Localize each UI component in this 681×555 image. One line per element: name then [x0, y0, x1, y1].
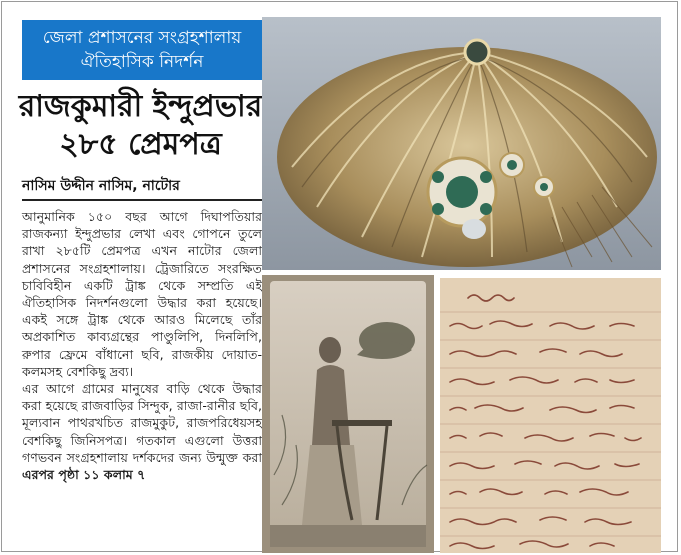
jump-line[interactable]: এরপর পৃষ্ঠা ১১ কলাম ৭	[22, 467, 146, 483]
byline-rule	[22, 199, 262, 201]
kicker-line-2: ঐতিহাসিক নিদর্শন	[80, 52, 204, 72]
headline-line-1: রাজকুমারী ইন্দুপ্রভার	[18, 89, 263, 124]
portrait-photo	[262, 275, 434, 553]
letter-photo	[440, 278, 661, 553]
crown-photo	[262, 17, 661, 270]
article-body	[22, 208, 262, 483]
section-kicker	[22, 20, 262, 80]
byline: নাসিম উদ্দীন নাসিম, নাটোর	[22, 178, 180, 194]
article-paragraph-1: আনুমানিক ১৫০ বছর আগে দিঘাপতিয়ার রাজকন্যা ইন্দুপ্রভার লেখা এবং গোপনে তুলে রাখা ২৮৫টি প্রেমপত্র এখন নাটোর জেলা প্রশাসনের সংগ্রহশালায়। ট্রেজারিতে সংরক্ষিত চাবিবিহীন একটি ট্রাঙ্ক থেকে সম্প্রতি এই ঐতিহাসিক নিদর্শনগুলো উদ্ধার করা হয়েছে। একই সঙ্গে ট্রাঙ্ক থেকে আরও মিলেছে তাঁর অপ্রকাশিত কাব্যগ্রন্থের পাণ্ডুলিপি, দিনলিপি, রুপার ফ্রেমে বাঁধানো ছবি, রাজকীয় দোয়াত-কলমসহ বেশকিছু দ্রব্য।	[22, 209, 262, 379]
headline	[18, 88, 263, 164]
article-paragraph-2-text: এর আগে গ্রামের মানুষের বাড়ি থেকে উদ্ধার করা হয়েছে রাজবাড়ির সিন্দুক, রাজা-রানীর ছবি, মূল্যবান পাথরখচিত রাজমুকুট, রাজপরিধেয়সহ বেশকিছু জিনিসপত্র। গতকাল এগুলো উত্তরা গণভবন সংগ্রহশালায় দর্শকদের জন্য উন্মুক্ত করা	[22, 381, 262, 465]
kicker-line-1: জেলা প্রশাসনের সংগ্রহশালায়	[42, 28, 242, 48]
article-paragraph-2	[22, 380, 262, 483]
headline-line-2: ২৮৫ প্রেমপত্র	[59, 127, 222, 162]
